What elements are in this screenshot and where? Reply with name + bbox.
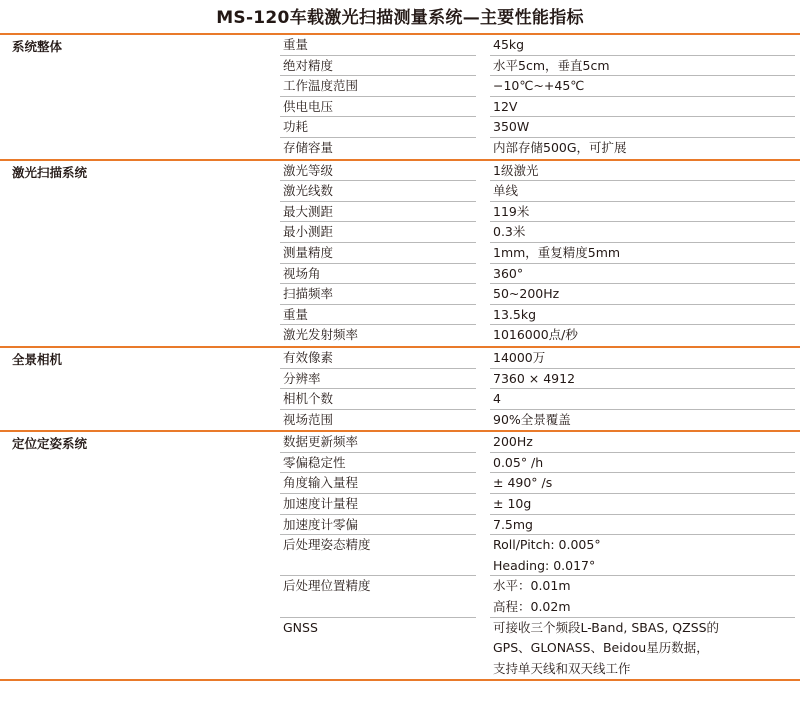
- spec-value: 水平5cm，垂直5cm: [490, 56, 795, 77]
- spec-row: [0, 597, 800, 618]
- spec-group: [0, 35, 800, 159]
- spec-key: [280, 659, 476, 680]
- spec-row: [0, 117, 800, 138]
- spec-value: 1016000点/秒: [493, 327, 578, 343]
- spec-key: 扫描频率: [280, 284, 476, 305]
- spec-row: [0, 576, 800, 597]
- spec-value: 90%全景覆盖: [493, 411, 571, 427]
- spec-value: 1mm，重复精度5mm: [490, 243, 795, 264]
- spec-group: [0, 348, 800, 430]
- spec-key: GNSS: [283, 619, 318, 635]
- group-label: 全景相机: [12, 351, 63, 367]
- spec-row: [0, 243, 800, 264]
- spec-value: 7360 × 4912: [490, 369, 795, 390]
- spec-key: 激光线数: [280, 181, 476, 202]
- spec-row: [0, 494, 800, 515]
- spec-value: 119米: [490, 202, 795, 223]
- spec-key: 功耗: [280, 117, 476, 138]
- spec-key: [280, 597, 476, 618]
- spec-key: 激光等级: [280, 161, 476, 182]
- spec-row: [0, 325, 800, 346]
- spec-value: 可接收三个频段L-Band, SBAS, QZSS的: [493, 619, 720, 635]
- page-title: MS-120车载激光扫描测量系统—主要性能指标: [216, 8, 584, 28]
- spec-row: [0, 138, 800, 159]
- spec-value: 13.5kg: [490, 305, 795, 326]
- spec-key: 加速度计量程: [280, 494, 476, 515]
- spec-key: 有效像素: [280, 348, 476, 369]
- spec-row: [0, 618, 800, 639]
- spec-group: [0, 432, 800, 679]
- spec-value: 200Hz: [490, 432, 795, 453]
- spec-value: 单线: [490, 181, 795, 202]
- spec-row: [0, 181, 800, 202]
- spec-key: 数据更新频率: [280, 432, 476, 453]
- spec-table: [0, 33, 800, 681]
- group-label: 激光扫描系统: [12, 164, 88, 180]
- spec-value: 1级激光: [490, 161, 795, 182]
- spec-value: −10℃~+45℃: [490, 76, 795, 97]
- spec-key: [280, 638, 476, 659]
- spec-key: 激光发射频率: [283, 327, 359, 343]
- spec-value: 45kg: [490, 35, 795, 56]
- spec-key: 分辨率: [280, 369, 476, 390]
- spec-row: [0, 35, 800, 56]
- spec-value: 12V: [490, 97, 795, 118]
- spec-row: [0, 410, 800, 431]
- section-divider: [0, 679, 800, 681]
- spec-value: 360°: [490, 264, 795, 285]
- spec-value: 350W: [490, 117, 795, 138]
- spec-row: [0, 76, 800, 97]
- group-label: 定位定姿系统: [12, 436, 88, 452]
- spec-key: 重量: [280, 305, 476, 326]
- spec-value: ± 490° /s: [490, 473, 795, 494]
- spec-key: 视场角: [280, 264, 476, 285]
- spec-value: 内部存储500G，可扩展: [493, 139, 627, 155]
- spec-value: 14000万: [490, 348, 795, 369]
- spec-value: 高程：0.02m: [490, 597, 795, 618]
- spec-row: [0, 535, 800, 556]
- spec-row: [0, 97, 800, 118]
- spec-row: [0, 284, 800, 305]
- spec-row: [0, 473, 800, 494]
- spec-value: Roll/Pitch: 0.005°: [493, 537, 601, 553]
- spec-value: 水平：0.01m: [493, 578, 571, 594]
- spec-group: [0, 161, 800, 346]
- spec-key: 重量: [280, 35, 476, 56]
- spec-key: 存储容量: [283, 139, 334, 155]
- spec-key: 零偏稳定性: [280, 453, 476, 474]
- spec-row: [0, 453, 800, 474]
- spec-key: 后处理姿态精度: [283, 537, 371, 553]
- spec-row: [0, 348, 800, 369]
- spec-row: [0, 556, 800, 577]
- spec-key: 供电电压: [280, 97, 476, 118]
- spec-value: ± 10g: [490, 494, 795, 515]
- spec-row: [0, 515, 800, 536]
- spec-key: 视场范围: [283, 411, 334, 427]
- spec-key: 测量精度: [280, 243, 476, 264]
- spec-key: 后处理位置精度: [283, 578, 371, 594]
- spec-value: GPS、GLONASS、Beidou星历数据，: [493, 640, 709, 656]
- spec-value: 4: [490, 389, 795, 410]
- spec-row: [0, 305, 800, 326]
- spec-key: 绝对精度: [280, 56, 476, 77]
- spec-row: [0, 638, 800, 659]
- spec-row: [0, 56, 800, 77]
- spec-value: 支持单天线和双天线工作: [493, 660, 631, 676]
- spec-key: 最小测距: [280, 222, 476, 243]
- group-label: 系统整体: [12, 39, 63, 54]
- spec-value: Heading: 0.017°: [490, 556, 795, 577]
- spec-value: 50~200Hz: [490, 284, 795, 305]
- spec-key: 角度输入量程: [280, 473, 476, 494]
- spec-key: 工作温度范围: [280, 76, 476, 97]
- spec-row: [0, 264, 800, 285]
- spec-key: 相机个数: [280, 389, 476, 410]
- spec-row: [0, 161, 800, 182]
- spec-value: 0.05° /h: [490, 453, 795, 474]
- spec-key: [280, 556, 476, 577]
- spec-value: 7.5mg: [490, 515, 795, 536]
- spec-row: [0, 432, 800, 453]
- spec-row: [0, 222, 800, 243]
- spec-key: 最大测距: [280, 202, 476, 223]
- spec-row: [0, 389, 800, 410]
- spec-row: [0, 659, 800, 680]
- spec-row: [0, 202, 800, 223]
- spec-row: [0, 369, 800, 390]
- spec-value: 0.3米: [490, 222, 795, 243]
- spec-key: 加速度计零偏: [280, 515, 476, 536]
